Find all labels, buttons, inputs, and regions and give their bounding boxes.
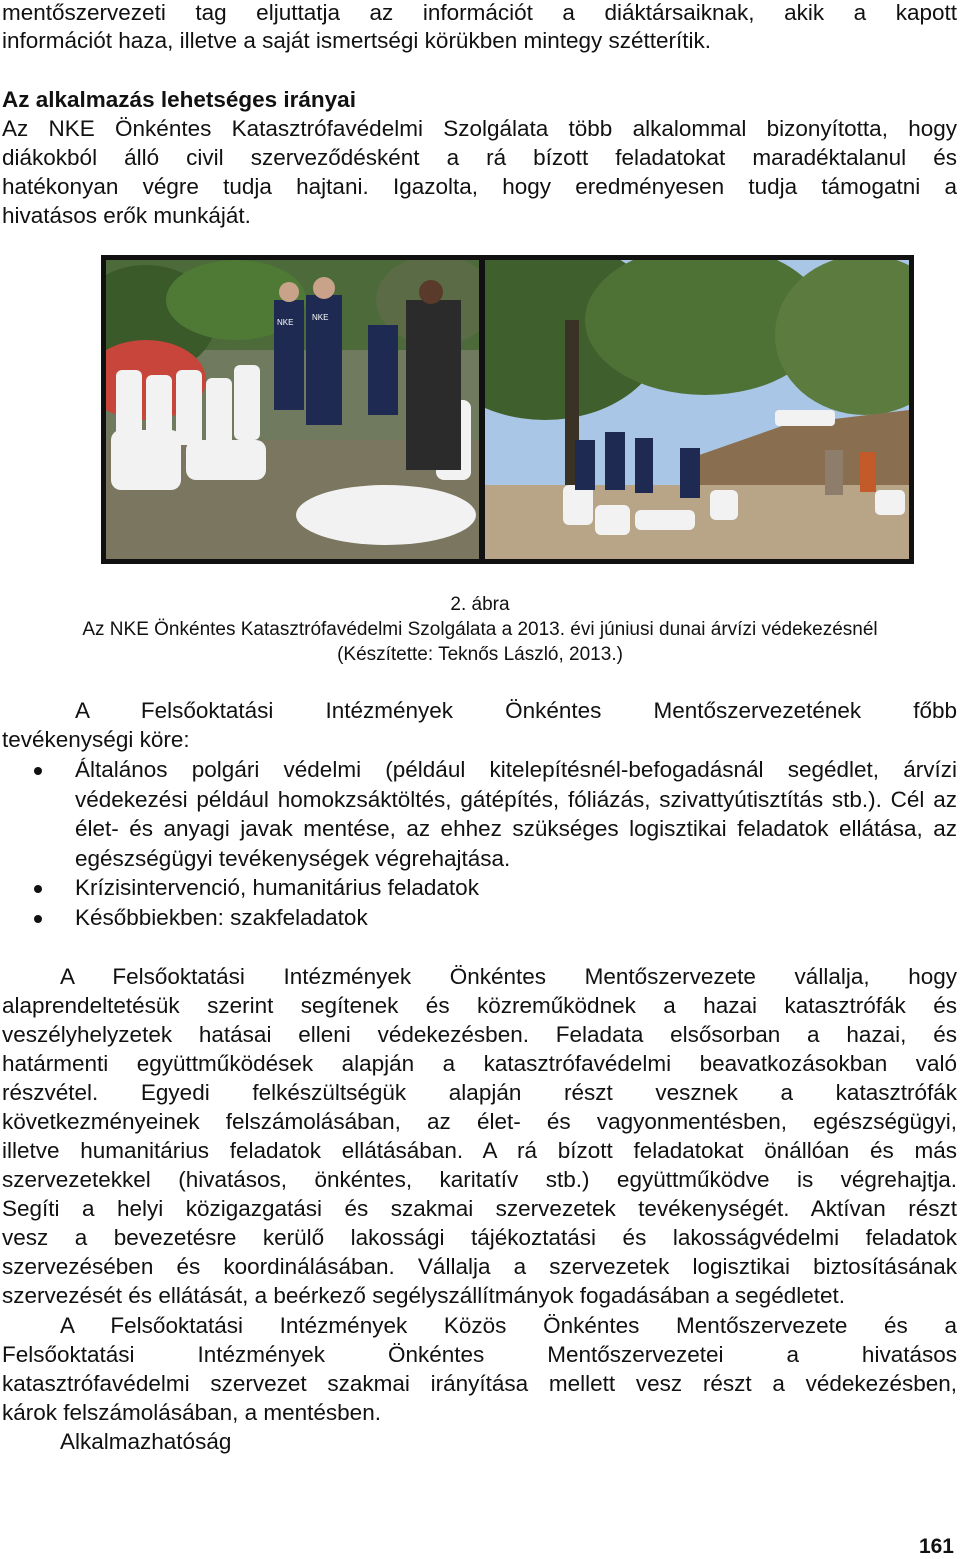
activities-intro: tevékenységi köre: [2,727,190,752]
page-number: 161 [918,1535,954,1558]
section-heading: Az alkalmazás lehetséges irányai [2,87,356,112]
subheading: Alkalmazhatóság [60,1429,232,1454]
figure-photos [101,255,914,564]
paragraph-line: következményeinek felszámolásában, az élet- és vagyonmentésben, egészségügyi, [2,1109,957,1134]
paragraph-line: károk felszámolásában, a mentésben. [2,1400,381,1425]
paragraph-line: vesz a bevezetésre kerülő lakossági tájékoztatási és lakosságvédelmi feladatok [2,1225,957,1250]
list-item-text: Krízisintervenció, humanitárius feladatok [75,875,479,900]
intro-line: információt haza, illetve a saját ismertségi körükben mintegy szétterítik. [2,28,712,53]
paragraph-line: A Felsőoktatási Intézmények Önkéntes Mentőszervezete vállalja, hogy [60,964,957,989]
vest-label: NKE [277,318,294,327]
list-item [2,903,957,933]
activity-list [2,755,957,932]
paragraph-line: Felsőoktatási Intézmények Önkéntes Mentőszervezetei a hivatásos [2,1342,957,1367]
vest-label: NKE [312,313,329,322]
figure-title: Az NKE Önkéntes Katasztrófavédelmi Szolgálata a 2013. évi júniusi dunai árvízi védekezésnél [82,619,878,640]
paragraph-line: A Felsőoktatási Intézmények Közös Önkéntes Mentőszervezete és a [60,1313,957,1338]
paragraph-line: hivatásos erők munkáját. [2,203,251,228]
paragraph-line: hatékonyan végre tudja hajtani. Igazolta, hogy eredményesen tudja támogatni a [2,174,957,199]
paragraph-line: Az NKE Önkéntes Katasztrófavédelmi Szolgálata több alkalommal bizonyította, hogy [2,116,957,141]
paragraph-line: katasztrófavédelmi szervezet szakmai irányítása mellett vesz részt a védekezésben, [2,1371,957,1396]
list-item-text: Általános polgári védelmi (például kitelepítésnél-befogadásnál segédlet, árvízi védekezési például homokzsáktöltés, gátépítés, fóliázás, szivattyútisztítás stb.). Cél az élet- és anyagi javak mentése, az ehhez szükséges logisztikai feladatok ellátása, az egészségügyi tevékenységek végrehajtása. [75,757,957,871]
list-item-text: Későbbiekben: szakfeladatok [75,904,368,930]
paragraph-line: illetve humanitárius feladatok ellátásában. A rá bízott feladatokat önállóan és más [2,1138,957,1163]
paragraph-line: szervezésében és koordinálásában. Vállalja a szervezetek logisztikai biztosításának [2,1254,957,1279]
paragraph-line: részvétel. Egyedi felkészültségük alapján részt vesznek a katasztrófák [2,1080,957,1105]
bullet-icon [34,915,42,923]
paragraph-line: alaprendeltetésük szerint segítenek és közreműködnek a hazai katasztrófák és [2,993,957,1018]
photo-right [485,260,909,559]
photo-left [106,260,479,559]
paragraph-line: szervezetekkel (hivatásos, önkéntes, karitatív stb.) együttműködve is végrehajtja. [2,1167,957,1192]
list-item [2,873,957,903]
paragraph-line: diákokból álló civil szerveződésként a rá bízott feladatokat maradéktalanul és [2,145,957,170]
bullet-icon [34,767,42,775]
list-item [2,755,957,873]
figure-credit: (Készítette: Teknős László, 2013.) [337,644,623,665]
activities-intro: A Felsőoktatási Intézmények Önkéntes Mentőszervezetének főbb [75,698,957,723]
paragraph-line: Segíti a helyi közigazgatási és szakmai szervezetek tevékenységét. Aktívan részt [2,1196,957,1221]
paragraph-line: veszélyhelyzetek hatásai elleni védekezésben. Feladata elsősorban a hazai, és [2,1022,957,1047]
intro-line: mentőszervezeti tag eljuttatja az információt a diáktársaiknak, akik a kapott [2,0,957,25]
figure-number: 2. ábra [450,594,510,615]
paragraph-line: szervezését és ellátását, a beérkező segélyszállítmányok fogadásában a segédletet. [2,1283,846,1308]
paragraph-line: határmenti együttműködések alapján a katasztrófavédelmi beavatkozásokban való [2,1051,957,1076]
bullet-icon [34,885,42,893]
